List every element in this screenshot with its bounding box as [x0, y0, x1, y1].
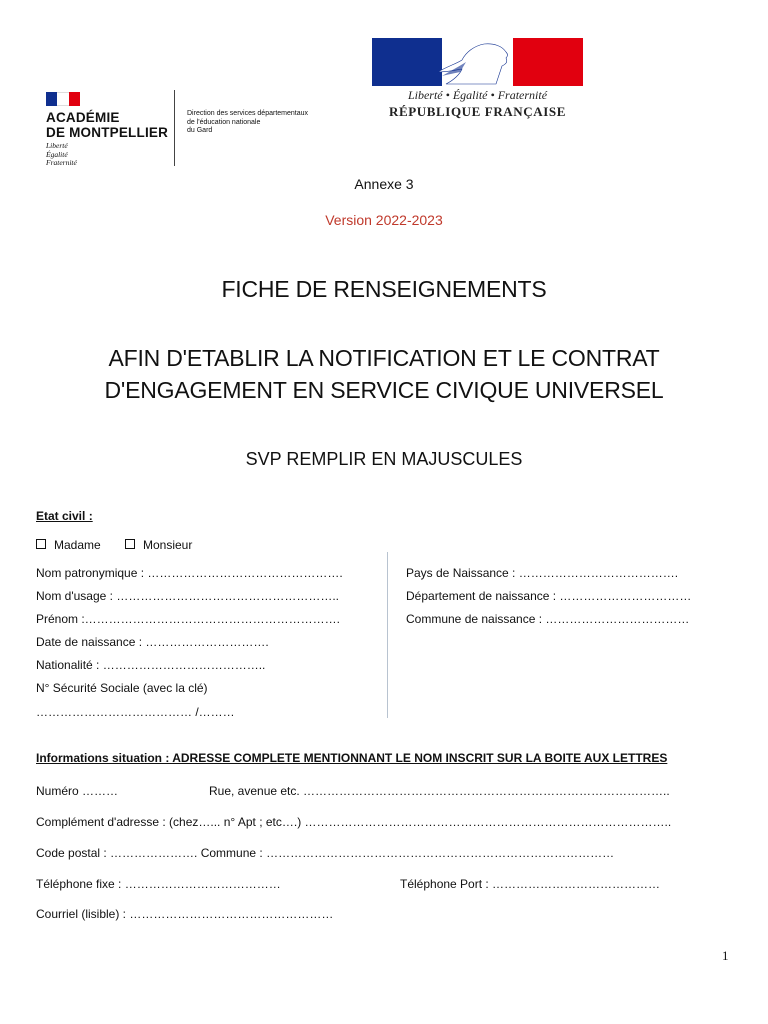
monsieur-option[interactable]: [125, 538, 192, 552]
form-title: FICHE DE RENSEIGNEMENTS: [221, 276, 547, 302]
madame-checkbox[interactable]: [36, 539, 46, 549]
direction-services: [187, 110, 308, 136]
annexe-label: Annexe 3: [354, 176, 414, 192]
madame-option[interactable]: [36, 538, 101, 552]
complement-adresse-field[interactable]: Complément d'adresse : (chez…... n° Apt ; etc….) ………………………………………………………………………………..: [36, 815, 672, 829]
motto-fraternite: Fraternité: [46, 158, 77, 167]
situation-heading: Informations situation : ADRESSE COMPLETE MENTIONNANT LE NOM INSCRIT SUR LA BOITE AUX LETTRES: [36, 751, 668, 765]
motto-liberte: Liberté: [46, 141, 68, 150]
nom-usage-field[interactable]: Nom d'usage : ………………………………………………..: [36, 589, 339, 603]
commune-naissance-field[interactable]: Commune de naissance : ………………………………: [406, 612, 690, 626]
logo-divider: [174, 90, 175, 166]
republique-name: RÉPUBLIQUE FRANÇAISE: [388, 104, 567, 119]
page-number: 1: [722, 948, 729, 963]
republique-logo: [372, 38, 584, 124]
form-subtitle-line1: AFIN D'ETABLIR LA NOTIFICATION ET LE CONTRAT: [108, 345, 660, 371]
academie-logo: [44, 90, 344, 170]
direction-line3: du Gard: [187, 127, 213, 134]
nom-patronymique-field[interactable]: Nom patronymique : ………………………………………….: [36, 566, 343, 580]
form-subtitle: [0, 342, 768, 406]
republique-motto: Liberté • Égalité • Fraternité: [407, 88, 548, 102]
column-divider: [387, 552, 388, 718]
code-postal-commune-field[interactable]: Code postal : …………………. Commune : ……………………………………………………………………………: [36, 846, 615, 860]
securite-sociale-label: N° Sécurité Sociale (avec la clé): [36, 681, 208, 695]
instruction-text: SVP REMPLIR EN MAJUSCULES: [245, 449, 523, 469]
academie-name-line1: ACADÉMIE: [46, 110, 120, 125]
numero-field[interactable]: Numéro ………: [36, 784, 119, 798]
version-label: Version 2022-2023: [325, 212, 443, 228]
courriel-field[interactable]: Courriel (lisible) : ……………………………………………: [36, 907, 334, 921]
prenom-field[interactable]: Prénom :……………………………………………………….: [36, 612, 341, 626]
academie-name: [46, 110, 168, 140]
flag-small-icon: [46, 92, 80, 106]
departement-naissance-field[interactable]: Département de naissance : ……………………………: [406, 589, 692, 603]
academie-motto: [46, 142, 77, 168]
date-naissance-field[interactable]: Date de naissance : ………………………….: [36, 635, 269, 649]
nationalite-field[interactable]: Nationalité : …………………………………..: [36, 658, 266, 672]
monsieur-label: Monsieur: [143, 538, 193, 552]
telephone-fixe-field[interactable]: Téléphone fixe : …………………………………: [36, 877, 281, 891]
motto-egalite: Égalité: [46, 149, 68, 159]
academie-name-line2: DE MONTPELLIER: [46, 125, 169, 140]
telephone-port-field[interactable]: Téléphone Port : ……………………………………: [400, 877, 661, 891]
securite-sociale-field[interactable]: ………………………………… /………: [36, 705, 235, 719]
rue-field[interactable]: Rue, avenue etc. ………………………………………………………………………………..: [209, 784, 670, 798]
madame-label: Madame: [54, 538, 101, 552]
form-subtitle-line2: D'ENGAGEMENT EN SERVICE CIVIQUE UNIVERSEL: [104, 377, 664, 403]
pays-naissance-field[interactable]: Pays de Naissance : ………………………………….: [406, 566, 679, 580]
direction-line2: de l'éducation nationale: [187, 118, 261, 126]
etat-civil-heading: Etat civil :: [36, 509, 93, 523]
monsieur-checkbox[interactable]: [125, 539, 135, 549]
marianne-icon: [426, 42, 536, 86]
direction-line1: Direction des services départementaux: [187, 110, 309, 117]
